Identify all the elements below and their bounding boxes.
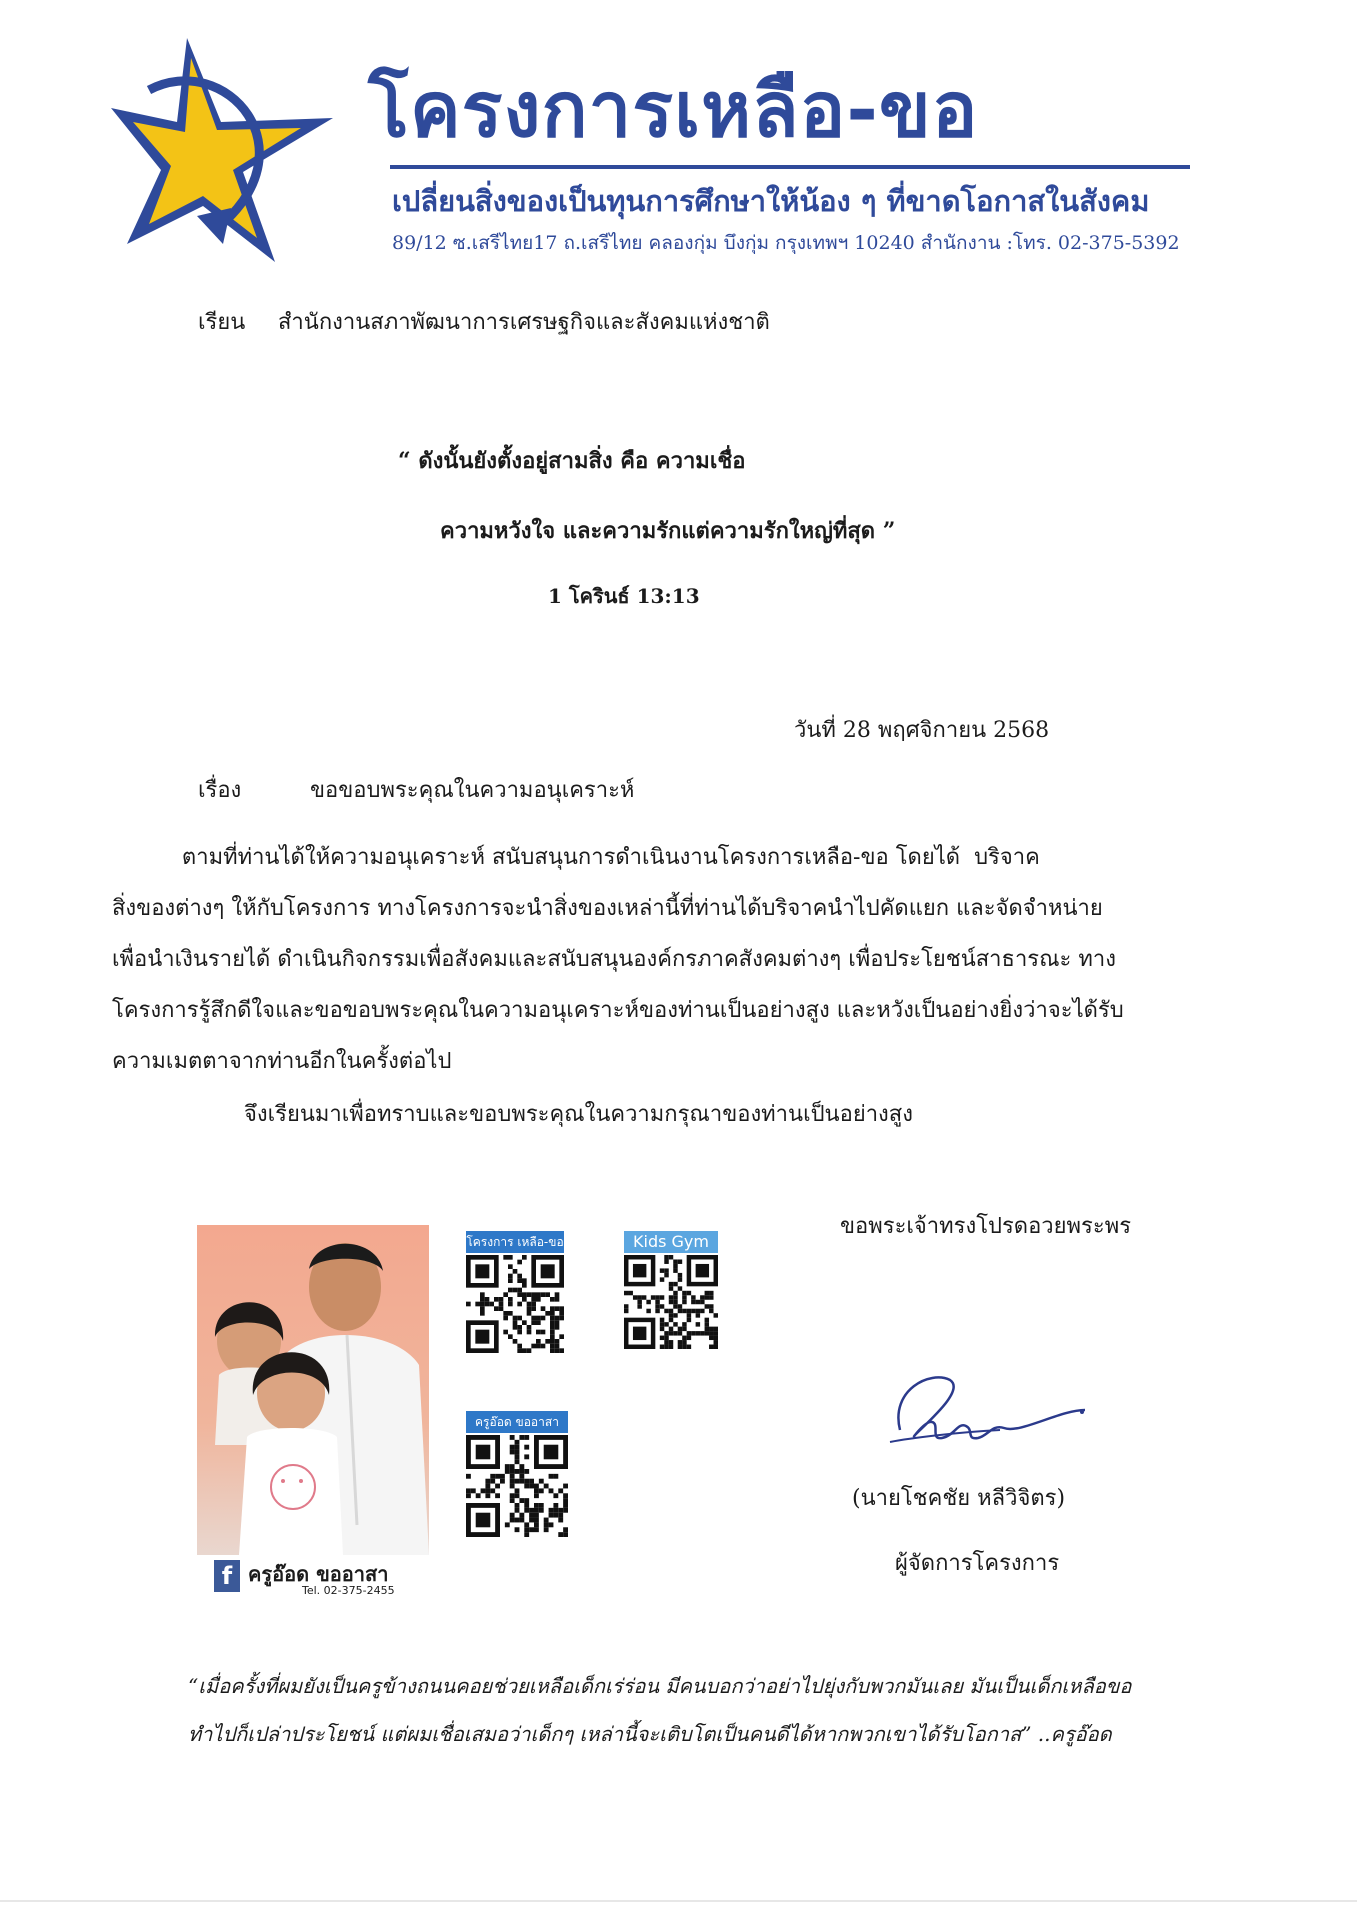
salutation-recipient: สำนักงานสภาพัฒนาการเศรษฐกิจและสังคมแห่งชาติ (278, 310, 770, 335)
facebook-icon: f (214, 1560, 240, 1592)
signer-title: ผู้จัดการโครงการ (895, 1551, 1060, 1576)
blessing-line: ขอพระเจ้าทรงโปรดอวยพระพร (840, 1214, 1132, 1239)
body-line: เพื่อนำเงินรายได้ ดำเนินกิจกรรมเพื่อสังคมและสนับสนุนองค์กรภาคสังคมต่างๆ เพื่อประโยชน์สาธารณะ ทาง (112, 947, 1116, 972)
facebook-phone: Tel. 02-375-2455 (302, 1584, 395, 1597)
qr-code-icon[interactable] (466, 1435, 568, 1537)
header-rule (390, 165, 1190, 169)
subject-text: ขอขอบพระคุณในความอนุเคราะห์ (310, 778, 635, 803)
subject-label: เรื่อง (198, 778, 242, 803)
body-line: โครงการรู้สึกดีใจและขอขอบพระคุณในความอนุเคราะห์ของท่านเป็นอย่างสูง และหวังเป็นอย่างยิ่งว่าจะได้รับ (112, 998, 1124, 1023)
organization-address: 89/12 ซ.เสรีไทย17 ถ.เสรีไทย คลองกุ่ม บึงกุ่ม กรุงเทพฯ 10240 สำนักงาน :โทร. 02-375-5392 (392, 232, 1180, 254)
body-paragraph (112, 832, 1172, 1087)
verse-line-1: “ ดังนั้นยังตั้งอยู่สามสิ่ง คือ ความเชื่อ (398, 448, 746, 474)
body-line: ตามที่ท่านได้ให้ความอนุเคราะห์ สนับสนุนการดำเนินงานโครงการเหลือ-ขอ โดยได้ บริจาค (112, 845, 1040, 870)
handwritten-signature (870, 1360, 1090, 1460)
footer-rule (0, 1900, 1357, 1902)
verse-reference: 1 โครินธ์ 13:13 (548, 584, 700, 608)
organization-tagline: เปลี่ยนสิ่งของเป็นทุนการศึกษาให้น้อง ๆ ที่ขาดโอกาสในสังคม (392, 184, 1150, 218)
facebook-name: ครูอ๊อด ขออาสา (248, 1562, 389, 1586)
verse-line-2: ความหวังใจ และความรักแต่ความรักใหญ่ที่สุด ” (440, 518, 896, 544)
qr-label: Kids Gym (624, 1231, 718, 1253)
star-logo (105, 30, 340, 270)
salutation-label: เรียน (198, 310, 246, 335)
body-line: สิ่งของต่างๆ ให้กับโครงการ ทางโครงการจะนำสิ่งของเหล่านี้ที่ท่านได้บริจาคนำไปคัดแยก และจัดจำหน่าย (112, 896, 1103, 921)
letter-date: วันที่ 28 พฤศจิกายน 2568 (794, 718, 1050, 743)
qr-code-icon[interactable] (624, 1255, 718, 1349)
qr-label: โครงการ เหลือ-ขอ (466, 1231, 564, 1253)
qr-label: ครูอ๊อด ขออาสา (466, 1411, 568, 1433)
photo-teacher-with-children (197, 1225, 429, 1555)
closing-line: จึงเรียนมาเพื่อทราบและขอบพระคุณในความกรุณาของท่านเป็นอย่างสูง (244, 1102, 913, 1127)
body-line: ความเมตตาจากท่านอีกในครั้งต่อไป (112, 1049, 452, 1074)
quote-line-2: ทำไปก็เปล่าประโยชน์ แต่ผมเชื่อเสมอว่าเด็กๆ เหล่านี้จะเติบโตเป็นคนดีได้หากพวกเขาได้รับโอกาส” ..ครูอ๊อด (188, 1722, 1112, 1746)
signer-name: (นายโชคชัย หลีวิจิตร) (852, 1486, 1066, 1511)
organization-name: โครงการเหลือ-ขอ (368, 65, 979, 154)
qr-code-icon[interactable] (466, 1255, 564, 1353)
quote-line-1: “เมื่อครั้งที่ผมยังเป็นครูข้างถนนคอยช่วยเหลือเด็กเร่ร่อน มีคนบอกว่าอย่าไปยุ่งกับพวกมันเลย มันเป็นเด็กเหลือขอ (188, 1674, 1132, 1698)
